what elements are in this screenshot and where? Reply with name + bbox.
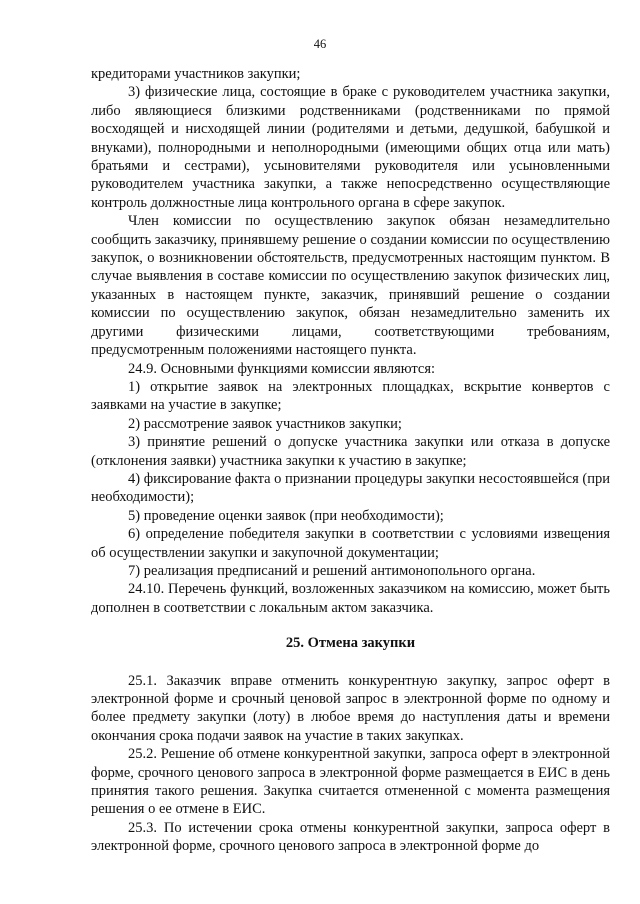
section-heading: 25. Отмена закупки xyxy=(285,635,416,652)
paragraph: 6) определение победителя закупки в соответствии с условиями извещения об осуществлении закупки и закупочной документации; xyxy=(91,526,610,561)
paragraph: 7) реализация предписаний и решений антимонопольного органа. xyxy=(128,562,536,579)
paragraph: 25.1. Заказчик вправе отменить конкурентную закупку, запрос оферт в электронной форме и срочный ценовой запрос в электронной форме по одному и более предмету закупки (лоту) в любое время до наступления даты и времени окончания срока подачи заявок на участие в таких закупках. xyxy=(91,672,610,744)
paragraph: 25.3. По истечении срока отмены конкурентной закупки, запроса оферт в электронной форме, срочного ценового запроса в электронной форме до xyxy=(91,819,610,855)
paragraph: 5) проведение оценки заявок (при необходимости); xyxy=(128,507,444,524)
paragraph: 25.2. Решение об отмене конкурентной закупки, запроса оферт в электронной форме, срочного ценового запроса в электронной форме размещается в ЕИС в день принятия такого решения. Закупка считается отмененной с момента размещения решения о ее отмене в ЕИС. xyxy=(91,746,610,818)
paragraph: 3) принятие решений о допуске участника закупки или отказа в допуске (отклонения заявки) участника закупки к участию в закупке; xyxy=(91,434,610,469)
paragraph: Член комиссии по осуществлению закупок обязан незамедлительно сообщить заказчику, принявшему решение о создании комиссии по осуществлению закупок, о возникновении обстоятельств, предусмотренных настоящим пунктом. В случае выявления в составе комиссии по осуществлению закупок физических лиц, указанных в настоящем пункте, заказчик, принявший решение о создании комиссии по осуществлению закупок, обязан незамедлительно заменить их другими физическими лицами, соответствующими требованиям, предусмотренным положениями настоящего пункта. xyxy=(91,213,610,359)
paragraph: 3) физические лица, состоящие в браке с руководителем участника закупки, либо являющиеся близкими родственниками (родственниками по прямой восходящей и нисходящей линии (родителями и детьми, дедушкой, бабушкой и внуками), полнородными и неполнородными (имеющими общих отца или мать) братьями и сестрами), усыновителями руководителя или усыновленными руководителем участника закупки, а также непосредственно осуществляющие контроль должностные лица контрольного органа в сфере закупок. xyxy=(91,84,610,211)
page-number: 46 xyxy=(313,37,327,51)
paragraph: 2) рассмотрение заявок участников закупки; xyxy=(128,415,402,432)
paragraph: 24.9. Основными функциями комиссии являются: xyxy=(128,360,436,377)
paragraph: 1) открытие заявок на электронных площадках, вскрытие конвертов с заявками на участие в закупке; xyxy=(91,378,610,414)
paragraph: 24.10. Перечень функций, возложенных заказчиком на комиссию, может быть дополнен в соответствии с локальным актом заказчика. xyxy=(91,581,610,616)
document-body xyxy=(91,65,610,856)
paragraphs-before-heading xyxy=(91,65,610,617)
paragraphs-after-heading xyxy=(91,672,610,856)
paragraph: 4) фиксирование факта о признании процедуры закупки несостоявшейся (при необходимости); xyxy=(91,470,610,506)
paragraph: кредиторами участников закупки; xyxy=(91,66,301,82)
